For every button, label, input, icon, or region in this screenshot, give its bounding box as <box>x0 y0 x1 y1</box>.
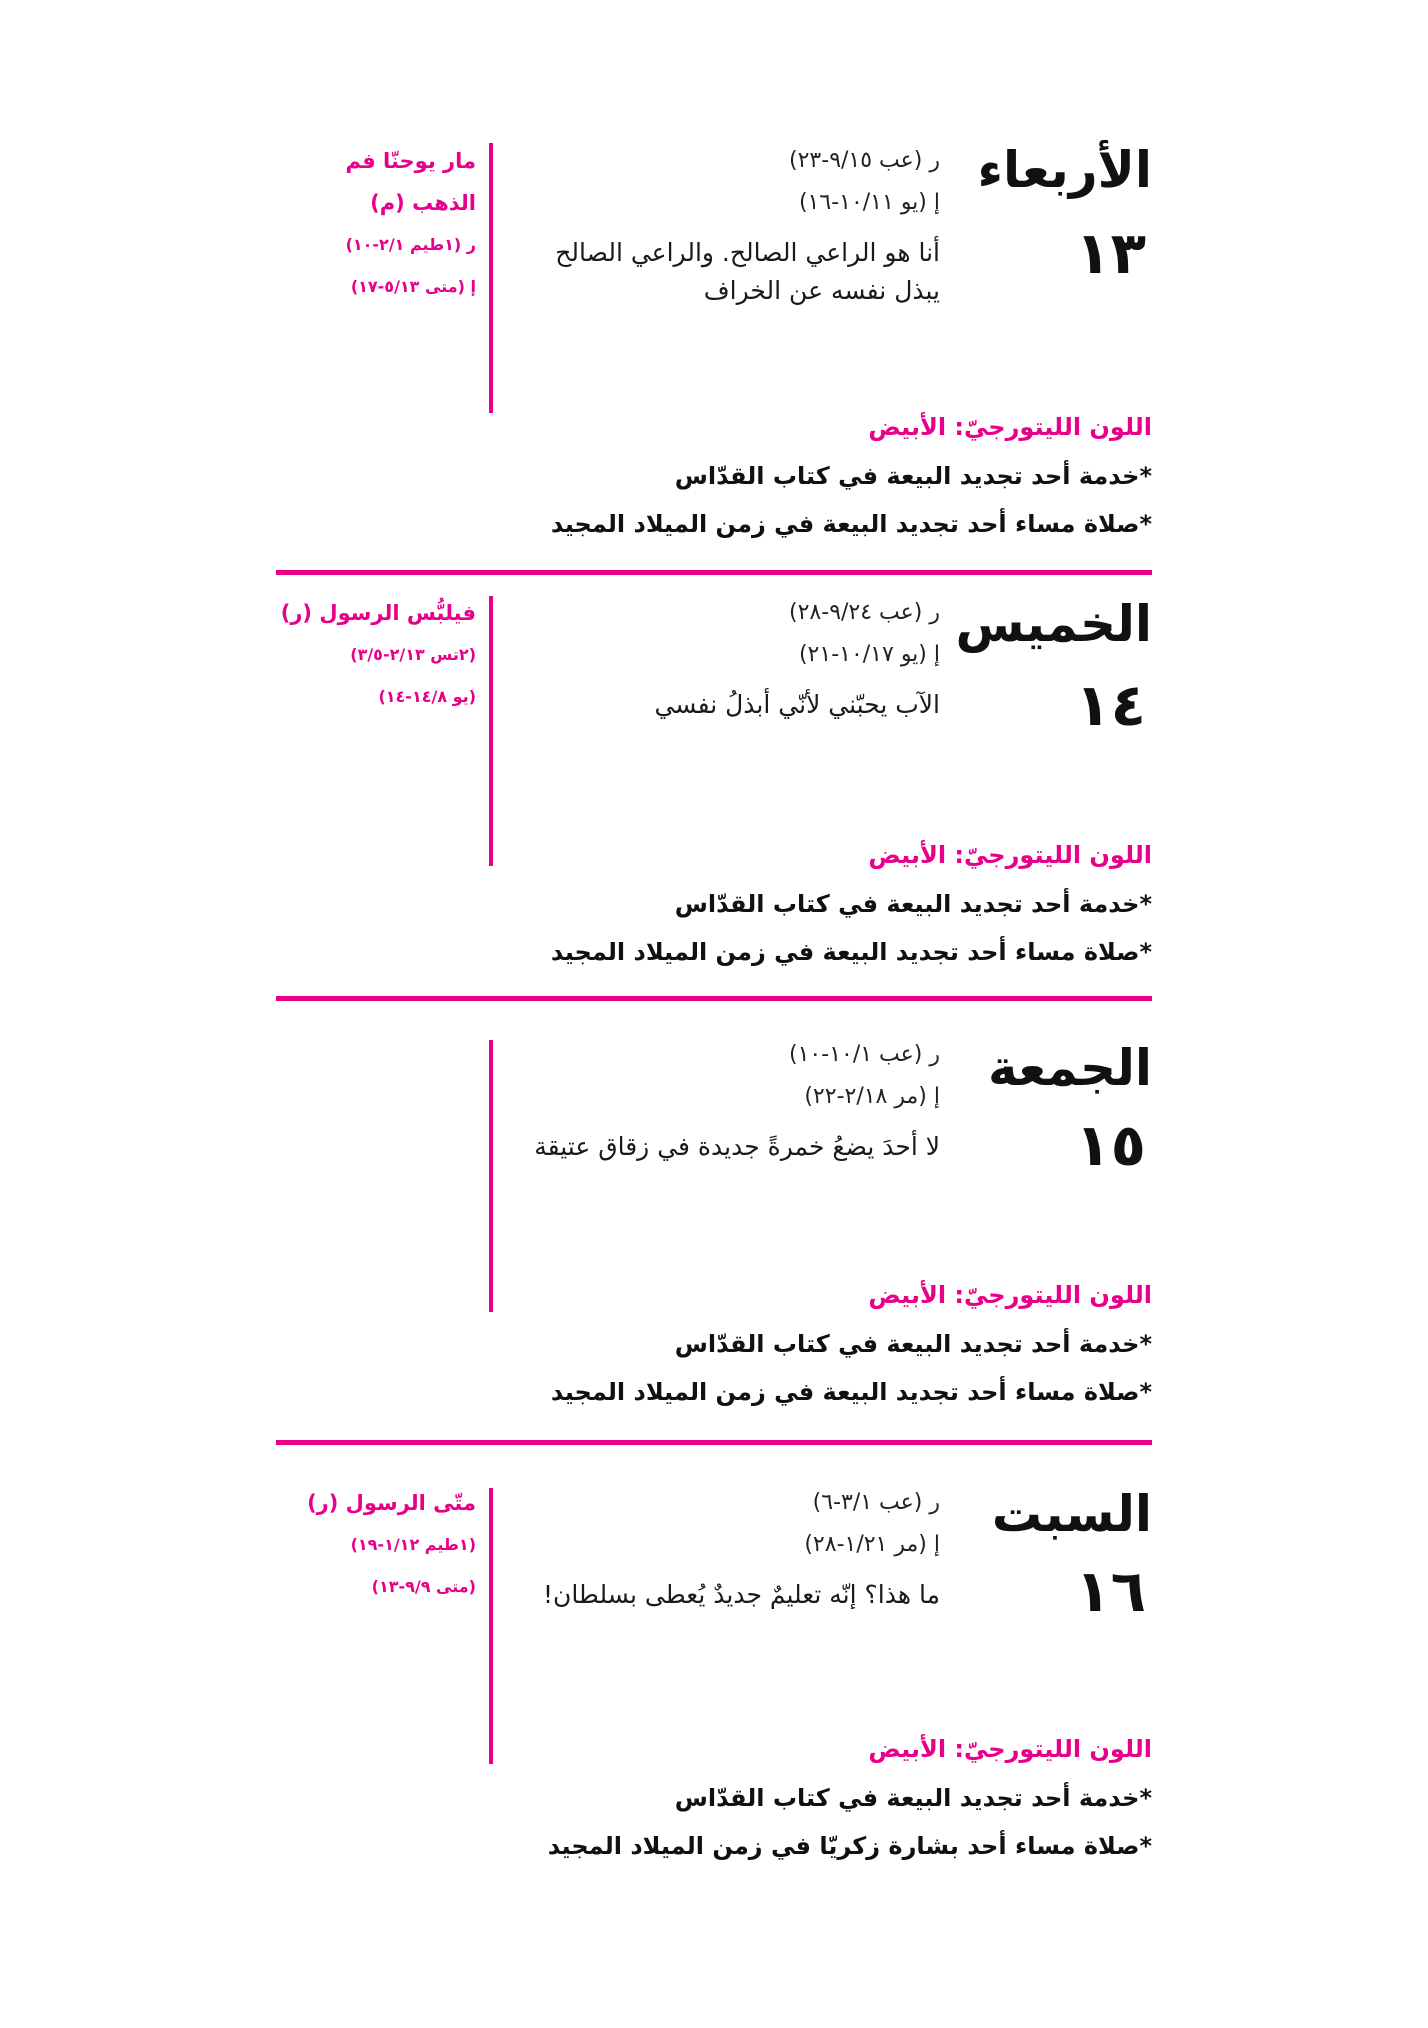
liturgy-item: *صلاة مساء أحد بشارة زكريّا في زمن الميلاد المجيد <box>547 1832 1152 1860</box>
liturgy-block <box>276 402 1152 548</box>
saint-reading: إ (متى ٥/١٣-١٧) <box>350 277 476 296</box>
liturgy-item: *صلاة مساء أحد تجديد البيعة في زمن الميلاد المجيد <box>550 938 1152 966</box>
readings-block <box>510 592 940 724</box>
saint-block <box>276 140 476 308</box>
epistle-reading: ر (عب ٣/١-٦) <box>812 1490 940 1515</box>
gospel-reading: إ (مر ١/٢١-٢٨) <box>804 1532 940 1557</box>
liturgy-item: *خدمة أحد تجديد البيعة في كتاب القدّاس <box>674 890 1152 918</box>
day-section-friday <box>276 1034 1152 1434</box>
liturgy-item: *خدمة أحد تجديد البيعة في كتاب القدّاس <box>674 1784 1152 1812</box>
readings-block <box>510 140 940 310</box>
vertical-divider <box>489 1488 493 1764</box>
saint-block <box>276 1482 476 1608</box>
gospel-reading: إ (يو ١٠/١٧-٢١) <box>798 642 940 667</box>
day-section-wednesday <box>276 140 1152 560</box>
day-number: ١٤ <box>1075 671 1146 739</box>
gospel-reading: إ (مر ٢/١٨-٢٢) <box>804 1084 940 1109</box>
liturgical-color: اللون الليتورجيّ: الأبيض <box>868 1281 1152 1309</box>
vertical-divider <box>489 143 493 413</box>
section-divider <box>276 996 1152 1001</box>
verse-line: الآب يحبّني لأنّي أبذلُ نفسي <box>654 690 940 719</box>
gospel-reading: إ (يو ١٠/١١-١٦) <box>798 190 940 215</box>
saint-reading: (يو ١٤/٨-١٤) <box>378 687 476 706</box>
liturgy-item: *خدمة أحد تجديد البيعة في كتاب القدّاس <box>674 462 1152 490</box>
saint-name: فيلبُّس الرسول (ر) <box>280 601 476 625</box>
section-divider <box>276 1440 1152 1445</box>
verse-line: يبذل نفسه عن الخراف <box>703 276 940 305</box>
day-name: الجمعة <box>987 1039 1152 1097</box>
verse-text <box>510 1576 940 1614</box>
liturgical-color: اللون الليتورجيّ: الأبيض <box>868 413 1152 441</box>
day-name: الخميس <box>955 595 1152 653</box>
readings-block <box>510 1034 940 1166</box>
epistle-reading: ر (عب ١٠/١-١٠) <box>789 1042 940 1067</box>
saint-reading: (متى ٩/٩-١٣) <box>371 1577 476 1596</box>
saint-reading: (٢تس ٢/١٣-٣/٥) <box>350 645 476 664</box>
verse-line: ما هذا؟ إنّه تعليمٌ جديدٌ يُعطى بسلطان! <box>542 1580 940 1609</box>
liturgy-block <box>276 1724 1152 1870</box>
section-divider <box>276 570 1152 575</box>
liturgical-color: اللون الليتورجيّ: الأبيض <box>868 1735 1152 1763</box>
saint-reading: ر (١طيم ٢/١-١٠) <box>345 235 476 254</box>
verse-line: أنا هو الراعي الصالح. والراعي الصالح <box>555 238 940 267</box>
verse-text <box>510 686 940 724</box>
saint-reading: (١طيم ١/١٢-١٩) <box>350 1535 476 1554</box>
verse-text <box>510 234 940 310</box>
liturgy-item: *خدمة أحد تجديد البيعة في كتاب القدّاس <box>674 1330 1152 1358</box>
vertical-divider <box>489 596 493 866</box>
saint-block <box>276 592 476 718</box>
saint-name: الذهب (م) <box>370 191 476 215</box>
readings-block <box>510 1482 940 1614</box>
saint-name: مار يوحنّا فم <box>345 149 476 173</box>
day-section-saturday <box>276 1482 1152 1902</box>
day-number: ١٦ <box>1075 1557 1146 1625</box>
liturgy-block <box>276 1270 1152 1416</box>
liturgical-color: اللون الليتورجيّ: الأبيض <box>868 841 1152 869</box>
day-number: ١٣ <box>1075 219 1146 287</box>
day-name: الأربعاء <box>977 141 1152 199</box>
liturgy-item: *صلاة مساء أحد تجديد البيعة في زمن الميلاد المجيد <box>550 1378 1152 1406</box>
epistle-reading: ر (عب ٩/٢٤-٢٨) <box>789 600 940 625</box>
day-section-thursday <box>276 592 1152 992</box>
saint-name: متّى الرسول (ر) <box>307 1491 476 1515</box>
day-name: السبت <box>991 1485 1152 1543</box>
liturgy-block <box>276 830 1152 976</box>
epistle-reading: ر (عب ٩/١٥-٢٣) <box>789 148 940 173</box>
day-number: ١٥ <box>1075 1111 1146 1179</box>
liturgy-item: *صلاة مساء أحد تجديد البيعة في زمن الميلاد المجيد <box>550 510 1152 538</box>
verse-text <box>510 1128 940 1166</box>
verse-line: لا أحدَ يضعُ خمرةً جديدة في زقاق عتيقة <box>534 1132 940 1161</box>
